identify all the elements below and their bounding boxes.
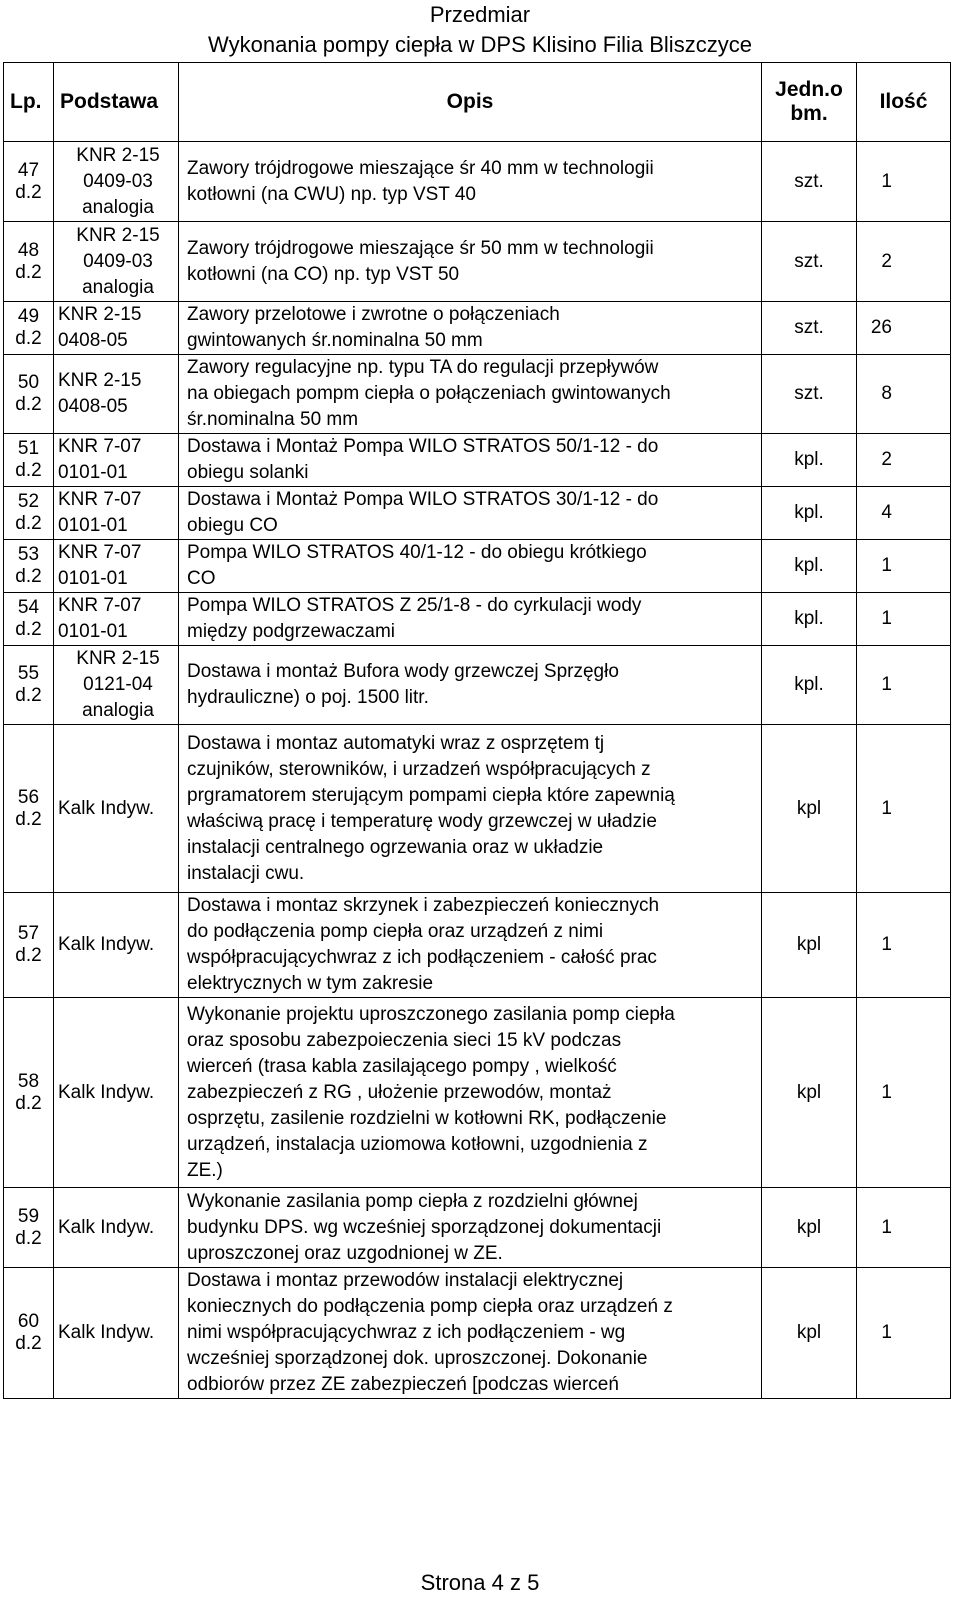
row-podstawa — [54, 222, 179, 302]
row-lp-suffix: d.2 — [15, 328, 42, 349]
row-lp-suffix: d.2 — [15, 1227, 42, 1249]
row-lp-number: 60 — [17, 1311, 40, 1332]
row-opis — [179, 1188, 762, 1268]
opis-line: wcześniej sporządzonej dok. uproszczonej. Dokonanie — [187, 1348, 648, 1369]
row-jedn: kpl. — [762, 593, 857, 646]
row-lp-number: 52 — [17, 491, 40, 512]
table-row — [4, 593, 951, 646]
row-lp-suffix: d.2 — [15, 513, 42, 534]
row-opis — [179, 434, 762, 487]
opis-line: instalacji cwu. — [187, 862, 305, 884]
podstawa-line: 0408-05 — [58, 396, 128, 417]
opis-line: Dostawa i montaz automatyki wraz z osprzętem tj — [187, 732, 605, 754]
podstawa-line: analogia — [82, 276, 154, 298]
podstawa-line: 0101-01 — [58, 515, 128, 536]
opis-line: elektrycznych w tym zakresie — [187, 973, 434, 994]
row-lp-number: 54 — [17, 597, 40, 618]
row-jedn: szt. — [762, 355, 857, 434]
table-body — [4, 142, 951, 1399]
row-jedn: szt. — [762, 302, 857, 355]
opis-line: kotłowni (na CWU) np. typ VST 40 — [187, 183, 476, 205]
row-podstawa — [54, 487, 179, 540]
opis-line: Dostawa i montaz skrzynek i zabezpieczeń koniecznych — [187, 895, 660, 916]
row-lp-number: 47 — [17, 159, 40, 181]
row-opis — [179, 302, 762, 355]
row-podstawa — [54, 540, 179, 593]
podstawa-line: KNR 2-15 — [58, 370, 142, 391]
row-lp — [4, 998, 54, 1188]
subtitle-line: Wykonania pompy ciepła w DPS Klisino Filia Bliszczyce — [208, 32, 752, 57]
podstawa-line: Kalk Indyw. — [58, 1322, 155, 1343]
opis-line: Pompa WILO STRATOS Z 25/1-8 - do cyrkulacji wody — [187, 595, 642, 616]
opis-line: budynku DPS. wg wcześniej sporządzonej dokumentacji — [187, 1216, 662, 1238]
row-jedn: szt. — [762, 222, 857, 302]
opis-line: obiegu CO — [187, 515, 278, 536]
row-ilosc: 26 — [857, 302, 951, 355]
row-opis — [179, 646, 762, 725]
opis-line: obiegu solanki — [187, 462, 309, 483]
table-row — [4, 302, 951, 355]
row-lp-number: 50 — [17, 372, 40, 393]
row-lp — [4, 355, 54, 434]
row-ilosc: 2 — [857, 222, 951, 302]
opis-line: do podłączenia pomp ciepła oraz urządzeń z nimi — [187, 921, 604, 942]
podstawa-line: KNR 7-07 — [58, 436, 142, 457]
podstawa-line: Kalk Indyw. — [58, 1081, 155, 1103]
table-row — [4, 487, 951, 540]
row-opis — [179, 998, 762, 1188]
title-line: Przedmiar — [429, 2, 531, 27]
row-ilosc: 1 — [857, 893, 951, 998]
opis-line: między podgrzewaczami — [187, 621, 396, 642]
opis-line: uproszczonej oraz uzgodnionej w ZE. — [187, 1242, 503, 1264]
row-podstawa — [54, 893, 179, 998]
row-jedn: kpl — [762, 725, 857, 893]
header-ilosc: Ilość — [857, 63, 951, 142]
row-jedn: kpl. — [762, 540, 857, 593]
row-lp — [4, 142, 54, 222]
opis-line: Dostawa i montaz przewodów instalacji elektrycznej — [187, 1270, 624, 1291]
row-ilosc: 8 — [857, 355, 951, 434]
podstawa-line: 0121-04 — [83, 674, 153, 695]
row-lp-number: 55 — [17, 663, 40, 684]
row-lp-suffix: d.2 — [15, 181, 42, 203]
row-podstawa — [54, 142, 179, 222]
podstawa-line: analogia — [82, 196, 154, 218]
table-row — [4, 893, 951, 998]
row-podstawa — [54, 646, 179, 725]
table-row — [4, 1268, 951, 1399]
opis-line: odbiorów przez ZE zabezpieczeń [podczas wierceń — [187, 1374, 619, 1395]
row-lp-suffix: d.2 — [15, 566, 42, 587]
row-ilosc: 1 — [857, 646, 951, 725]
row-opis — [179, 893, 762, 998]
opis-line: hydrauliczne) o poj. 1500 litr. — [187, 687, 429, 708]
podstawa-line: KNR 2-15 — [76, 144, 160, 166]
opis-line: czujników, sterowników, i urzadzeń współpracujących z — [187, 758, 651, 780]
row-ilosc: 1 — [857, 1268, 951, 1399]
podstawa-line: KNR 2-15 — [76, 224, 160, 246]
row-lp-suffix: d.2 — [15, 945, 42, 966]
podstawa-line: 0408-05 — [58, 330, 128, 351]
opis-line: instalacji centralnego ogrzewania oraz w układzie — [187, 836, 604, 858]
row-podstawa — [54, 302, 179, 355]
row-podstawa — [54, 593, 179, 646]
przedmiar-table — [3, 62, 951, 1399]
row-jedn: kpl. — [762, 434, 857, 487]
row-opis — [179, 725, 762, 893]
podstawa-line: KNR 7-07 — [58, 595, 142, 616]
opis-line: urządzeń, instalacja uziomowa kotłowni, uzgodnienia z — [187, 1133, 648, 1155]
row-lp — [4, 302, 54, 355]
header-lp: Lp. — [4, 63, 54, 142]
table-header-row — [4, 63, 951, 142]
opis-line: Wykonanie zasilania pomp ciepła z rozdzielni głównej — [187, 1190, 638, 1212]
row-podstawa — [54, 434, 179, 487]
row-lp-suffix: d.2 — [15, 808, 42, 830]
document-title — [0, 0, 960, 60]
row-lp — [4, 1188, 54, 1268]
table-row — [4, 725, 951, 893]
opis-line: Zawory trójdrogowe mieszające śr 40 mm w technologii — [187, 157, 654, 179]
opis-line: Zawory trójdrogowe mieszające śr 50 mm w technologii — [187, 237, 654, 259]
row-lp — [4, 434, 54, 487]
header-opis: Opis — [179, 63, 762, 142]
opis-line: ZE.) — [187, 1159, 223, 1181]
opis-line: współpracującychwraz z ich podłączeniem - całość prac — [187, 947, 657, 968]
row-podstawa — [54, 998, 179, 1188]
row-lp — [4, 487, 54, 540]
row-jedn: kpl — [762, 998, 857, 1188]
row-opis — [179, 222, 762, 302]
podstawa-line: analogia — [82, 700, 154, 721]
row-opis — [179, 142, 762, 222]
row-ilosc: 1 — [857, 1188, 951, 1268]
row-opis — [179, 593, 762, 646]
opis-line: oraz sposobu zabezpoieczenia sieci 15 kV podczas — [187, 1029, 622, 1051]
podstawa-line: KNR 7-07 — [58, 542, 142, 563]
row-lp-suffix: d.2 — [15, 1092, 42, 1114]
row-ilosc: 2 — [857, 434, 951, 487]
row-lp — [4, 1268, 54, 1399]
podstawa-line: 0101-01 — [58, 462, 128, 483]
row-lp-suffix: d.2 — [15, 619, 42, 640]
opis-line: koniecznych do podłączenia pomp ciepła oraz urządzeń z — [187, 1296, 673, 1317]
opis-line: śr.nominalna 50 mm — [187, 409, 359, 430]
row-lp-number: 57 — [17, 923, 40, 944]
header-jedn-line2: bm. — [790, 102, 828, 125]
row-podstawa — [54, 1188, 179, 1268]
row-lp — [4, 725, 54, 893]
row-ilosc: 4 — [857, 487, 951, 540]
table-row — [4, 222, 951, 302]
opis-line: Dostawa i Montaż Pompa WILO STRATOS 30/1-12 - do — [187, 489, 659, 510]
row-ilosc: 1 — [857, 540, 951, 593]
table-row — [4, 540, 951, 593]
row-podstawa — [54, 1268, 179, 1399]
podstawa-line: Kalk Indyw. — [58, 797, 155, 819]
podstawa-line: KNR 7-07 — [58, 489, 142, 510]
row-lp-number: 59 — [17, 1205, 40, 1227]
opis-line: prgramatorem sterującym pompami ciepła które zapewnią — [187, 784, 675, 806]
table-row — [4, 998, 951, 1188]
row-ilosc: 1 — [857, 593, 951, 646]
row-podstawa — [54, 355, 179, 434]
podstawa-line: KNR 2-15 — [58, 304, 142, 325]
header-podstawa: Podstawa — [54, 63, 179, 142]
row-opis — [179, 1268, 762, 1399]
opis-line: właściwą pracę i temperaturę wody grzewczej w uładzie — [187, 810, 657, 832]
podstawa-line: 0101-01 — [58, 568, 128, 589]
row-lp — [4, 893, 54, 998]
podstawa-line: 0409-03 — [83, 250, 153, 272]
row-opis — [179, 487, 762, 540]
opis-line: wierceń (trasa kabla zasilającego pompy , wielkość — [187, 1055, 617, 1077]
row-lp-suffix: d.2 — [15, 460, 42, 481]
row-lp-suffix: d.2 — [15, 261, 42, 283]
table-row — [4, 1188, 951, 1268]
row-jedn: szt. — [762, 142, 857, 222]
row-lp-number: 58 — [17, 1070, 40, 1092]
podstawa-line: Kalk Indyw. — [58, 1216, 155, 1238]
row-lp — [4, 222, 54, 302]
row-lp-number: 48 — [17, 239, 40, 261]
opis-line: Dostawa i montaż Bufora wody grzewczej Sprzęgło — [187, 661, 619, 682]
header-jedn — [762, 63, 857, 142]
table-row — [4, 355, 951, 434]
row-opis — [179, 540, 762, 593]
podstawa-line: 0409-03 — [83, 170, 153, 192]
row-jedn: kpl — [762, 1188, 857, 1268]
row-jedn: kpl. — [762, 487, 857, 540]
row-ilosc: 1 — [857, 725, 951, 893]
row-lp — [4, 646, 54, 725]
row-lp-suffix: d.2 — [15, 394, 42, 415]
row-lp-suffix: d.2 — [15, 1333, 42, 1354]
row-jedn: kpl — [762, 893, 857, 998]
row-lp-number: 53 — [17, 544, 40, 565]
row-ilosc: 1 — [857, 998, 951, 1188]
row-lp — [4, 593, 54, 646]
opis-line: kotłowni (na CO) np. typ VST 50 — [187, 263, 460, 285]
row-lp-number: 56 — [17, 786, 40, 808]
opis-line: zabezpieczeń z RG , ułożenie przewodów, montaż — [187, 1081, 612, 1103]
podstawa-line: 0101-01 — [58, 621, 128, 642]
row-lp-number: 49 — [17, 306, 40, 327]
row-lp-number: 51 — [17, 438, 40, 459]
row-opis — [179, 355, 762, 434]
table-row — [4, 646, 951, 725]
opis-line: na obiegach pompm ciepła o połączeniach gwintowanych — [187, 383, 671, 404]
row-lp — [4, 540, 54, 593]
row-jedn: kpl. — [762, 646, 857, 725]
opis-line: osprzętu, zasilenie rozdzielni w kotłowni RK, podłączenie — [187, 1107, 667, 1129]
opis-line: Zawory regulacyjne np. typu TA do regulacji przepływów — [187, 357, 659, 378]
row-ilosc: 1 — [857, 142, 951, 222]
podstawa-line: Kalk Indyw. — [58, 934, 155, 955]
table-row — [4, 434, 951, 487]
opis-line: Wykonanie projektu uproszczonego zasilania pomp ciepła — [187, 1003, 675, 1025]
opis-line: nimi współpracującychwraz z ich podłączeniem - wg — [187, 1322, 626, 1343]
opis-line: Pompa WILO STRATOS 40/1-12 - do obiegu krótkiego — [187, 542, 647, 563]
row-podstawa — [54, 725, 179, 893]
page-footer: Strona 4 z 5 — [420, 1570, 540, 1595]
opis-line: Zawory przelotowe i zwrotne o połączeniach — [187, 304, 560, 325]
header-jedn-line1: Jedn.o — [775, 78, 843, 101]
row-jedn: kpl — [762, 1268, 857, 1399]
podstawa-line: KNR 2-15 — [76, 648, 160, 669]
table-row — [4, 142, 951, 222]
opis-line: gwintowanych śr.nominalna 50 mm — [187, 330, 483, 351]
opis-line: CO — [187, 568, 216, 589]
row-lp-suffix: d.2 — [15, 685, 42, 706]
opis-line: Dostawa i Montaż Pompa WILO STRATOS 50/1-12 - do — [187, 436, 659, 457]
